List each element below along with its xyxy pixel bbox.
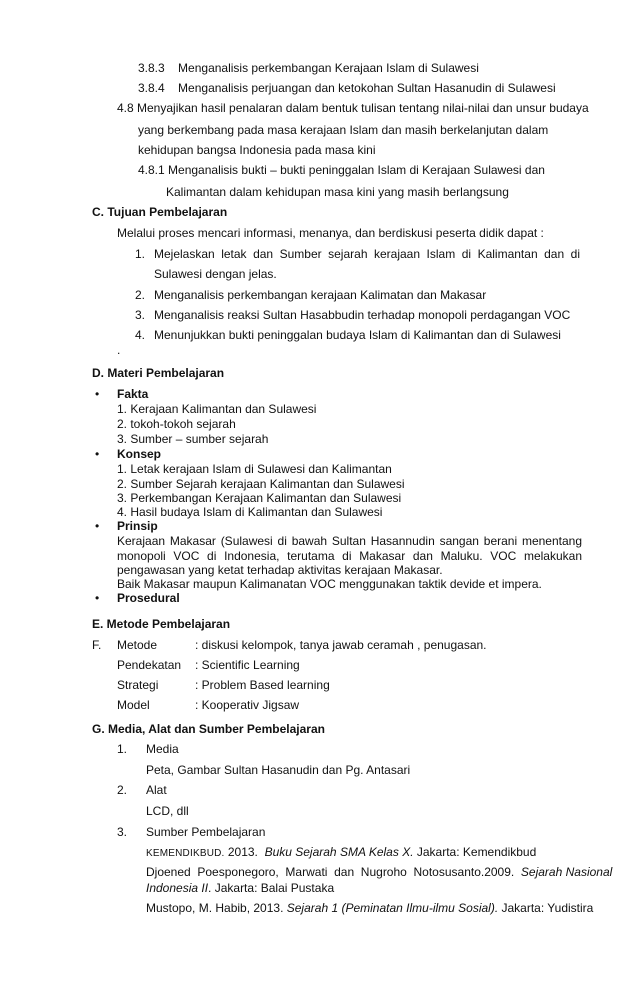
prinsip-line4: Baik Makasar maupun Kalimanatan VOC menggunakan taktik devide et impera. [117,577,542,591]
objective-383-num: 3.8.3 [138,61,165,75]
ref2-author: Djoened Poesponegoro, Marwati dan Nugroho Notosusanto.2009. [146,865,521,879]
prinsip-line3: pengawasan yang ketat terhadap aktivitas kerajaan Makasar. [117,563,443,577]
method-label: Metode [117,638,158,652]
bullet-icon: • [95,519,100,533]
fakta-item-2: 2. tokoh-tokoh sejarah [117,417,236,431]
strategy-value: : Problem Based learning [195,678,330,692]
section-d-heading: D. Materi Pembelajaran [92,366,225,380]
objective-384-num: 3.8.4 [138,81,165,95]
konsep-item-4: 4. Hasil budaya Islam di Kalimantan dan Sulawesi [117,505,383,519]
objective-48-line2: yang berkembang pada masa kerajaan Islam dan masih berkelanjutan dalam [138,123,549,137]
objective-383-text: Menganalisis perkembangan Kerajaan Islam di Sulawesi [178,61,479,75]
prinsip-line1: Kerajaan Makasar (Sulawesi di bawah Sultan Hasannudin sangan berani menentang [117,534,582,548]
strategy-label: Strategi [117,678,159,692]
g-sumber-num: 3. [117,825,128,839]
ref3-author: Mustopo, M. Habib, 2013. [146,901,287,915]
c-item-1-line2: Sulawesi dengan jelas. [154,267,277,281]
fakta-item-1: 1. Kerajaan Kalimantan dan Sulawesi [117,402,317,416]
approach-label: Pendekatan [117,658,182,672]
section-g-heading: G. Media, Alat dan Sumber Pembelajaran [92,722,325,736]
objective-48-line1: 4.8 Menyajikan hasil penalaran dalam bentuk tulisan tentang nilai-nilai dan unsur budaya [117,101,589,115]
ref3-title: Sejarah 1 (Peminatan Ilmu-ilmu Sosial). [286,901,499,915]
reference-1 [146,845,536,861]
reference-2-line1 [146,865,612,880]
g-media-num: 1. [117,742,128,756]
c-item-2-num: 2. [135,288,146,302]
ref1-author: KEMENDIKBUD. [146,848,225,859]
fakta-title: Fakta [117,387,149,401]
c-item-1-num: 1. [135,247,146,261]
fakta-item-3: 3. Sumber – sumber sejarah [117,432,269,446]
objective-384-text: Menganalisis perjuangan dan ketokohan Sultan Hasanudin di Sulawesi [178,81,556,95]
bullet-icon: • [95,447,100,461]
section-e-heading: E. Metode Pembelajaran [92,617,231,631]
ref3-publisher: Jakarta: Yudistira [498,901,594,915]
model-label: Model [117,698,150,712]
method-value: : diskusi kelompok, tanya jawab ceramah , penugasan. [195,638,487,652]
konsep-title: Konsep [117,447,162,461]
ref2-title-part2: Indonesia II [146,881,209,895]
c-dot: . [117,343,121,357]
prosedural-title: Prosedural [117,591,180,605]
approach-value: : Scientific Learning [195,658,300,672]
objective-481-line1: 4.8.1 Menganalisis bukti – bukti peninggalan Islam di Kerajaan Sulawesi dan [138,163,545,177]
reference-2-line2 [146,881,334,896]
ref2-publisher: . Jakarta: Balai Pustaka [208,881,335,895]
c-item-4-num: 4. [135,328,146,342]
prinsip-title: Prinsip [117,519,158,533]
objective-481-line2: Kalimantan dalam kehidupan masa kini yang masih berlangsung [166,185,509,199]
c-item-3-text: Menganalisis reaksi Sultan Hasabbudin terhadap monopoli perdagangan VOC [154,308,571,322]
g-media-content: Peta, Gambar Sultan Hasanudin dan Pg. Antasari [146,763,411,777]
reference-3 [146,901,593,916]
g-sumber-title: Sumber Pembelajaran [146,825,266,839]
ref1-year: 2013. [224,845,265,859]
objective-384 [138,81,556,96]
konsep-item-1: 1. Letak kerajaan Islam di Sulawesi dan Kalimantan [117,462,392,476]
ref2-title-part1: Sejarah Nasional [520,865,613,879]
g-alat-title: Alat [146,783,167,797]
c-item-2-text: Menganalisis perkembangan kerajaan Kalimatan dan Makasar [154,288,487,302]
section-c-heading: C. Tujuan Pembelajaran [92,205,228,219]
g-alat-content: LCD, dll [146,804,189,818]
konsep-item-3: 3. Perkembangan Kerajaan Kalimantan dan Sulawesi [117,491,402,505]
g-alat-num: 2. [117,783,128,797]
section-c-intro: Melalui proses mencari informasi, menanya, dan berdiskusi peserta didik dapat : [117,226,544,240]
ref1-publisher: Jakarta: Kemendikbud [413,845,537,859]
c-item-3-num: 3. [135,308,146,322]
objective-383 [138,61,479,76]
g-media-title: Media [146,742,179,756]
objective-48-line3: kehidupan bangsa Indonesia pada masa kini [138,143,376,157]
model-value: : Kooperativ Jigsaw [195,698,300,712]
section-f-prefix: F. [92,638,102,652]
ref1-title: Buku Sejarah SMA Kelas X. [264,845,414,859]
konsep-item-2: 2. Sumber Sejarah kerajaan Kalimantan dan Sulawesi [117,477,405,491]
c-item-1-line1: Mejelaskan letak dan Sumber sejarah kerajaan Islam di Kalimantan dan di [154,247,580,261]
prinsip-line2: monopoli VOC di Indonesia, terutama di Makasar dan Maluku. VOC melakukan [117,549,582,563]
c-item-4-text: Menunjukkan bukti peninggalan budaya Islam di Kalimantan dan di Sulawesi [154,328,561,342]
bullet-icon: • [95,591,100,605]
bullet-icon: • [95,387,100,401]
